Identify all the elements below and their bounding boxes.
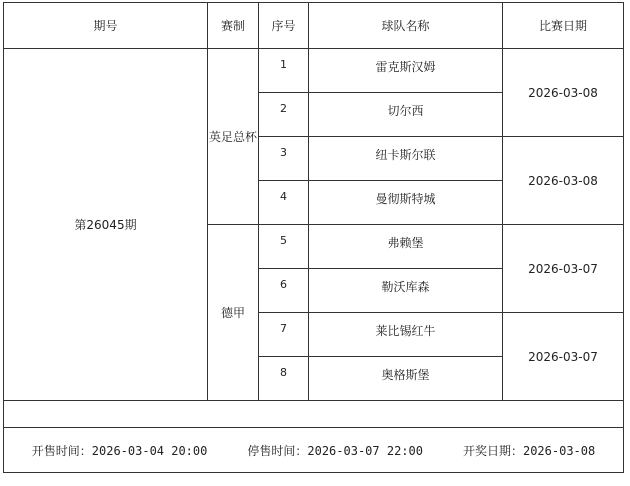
draw-date-label: 开奖日期：	[462, 443, 523, 458]
footer-cell	[4, 428, 624, 473]
header-row	[4, 3, 624, 49]
seq-cell: 4	[259, 181, 309, 225]
date-cell: 2026-03-07	[503, 225, 624, 313]
sale-end-value: 2026-03-07 22:00	[307, 443, 423, 458]
date-cell: 2026-03-08	[503, 49, 624, 137]
seq-cell: 8	[259, 357, 309, 401]
sale-start	[32, 442, 208, 459]
blank-cell	[4, 401, 624, 428]
header-team: 球队名称	[309, 3, 503, 49]
team-cell: 切尔西	[309, 93, 503, 137]
team-cell: 奥格斯堡	[309, 357, 503, 401]
footer-row	[4, 428, 624, 473]
team-cell: 曼彻斯特城	[309, 181, 503, 225]
draw-date-value: 2026-03-08	[522, 443, 596, 458]
schedule-container	[3, 2, 623, 473]
period-cell: 第26045期	[4, 49, 208, 401]
match-cell: 英足总杯	[208, 49, 259, 225]
match-cell: 德甲	[208, 225, 259, 401]
team-cell: 莱比锡红牛	[309, 313, 503, 357]
seq-cell: 2	[259, 93, 309, 137]
date-cell: 2026-03-07	[503, 313, 624, 401]
match-schedule-table	[3, 2, 624, 473]
blank-row	[4, 401, 624, 428]
header-seq: 序号	[259, 3, 309, 49]
footer-info	[4, 442, 623, 459]
sale-end	[247, 442, 423, 459]
header-period: 期号	[4, 3, 208, 49]
team-cell: 勒沃库森	[309, 269, 503, 313]
team-cell: 纽卡斯尔联	[309, 137, 503, 181]
header-date: 比赛日期	[503, 3, 624, 49]
seq-cell: 6	[259, 269, 309, 313]
draw-date	[463, 442, 595, 459]
header-match: 赛制	[208, 3, 259, 49]
table-row	[4, 49, 624, 93]
seq-cell: 7	[259, 313, 309, 357]
sale-start-value: 2026-03-04 20:00	[91, 443, 208, 458]
seq-cell: 5	[259, 225, 309, 269]
sale-start-label: 开售时间：	[31, 443, 92, 458]
team-cell: 弗赖堡	[309, 225, 503, 269]
team-cell: 雷克斯汉姆	[309, 49, 503, 93]
date-cell: 2026-03-08	[503, 137, 624, 225]
seq-cell: 1	[259, 49, 309, 93]
seq-cell: 3	[259, 137, 309, 181]
sale-end-label: 停售时间：	[247, 443, 308, 458]
